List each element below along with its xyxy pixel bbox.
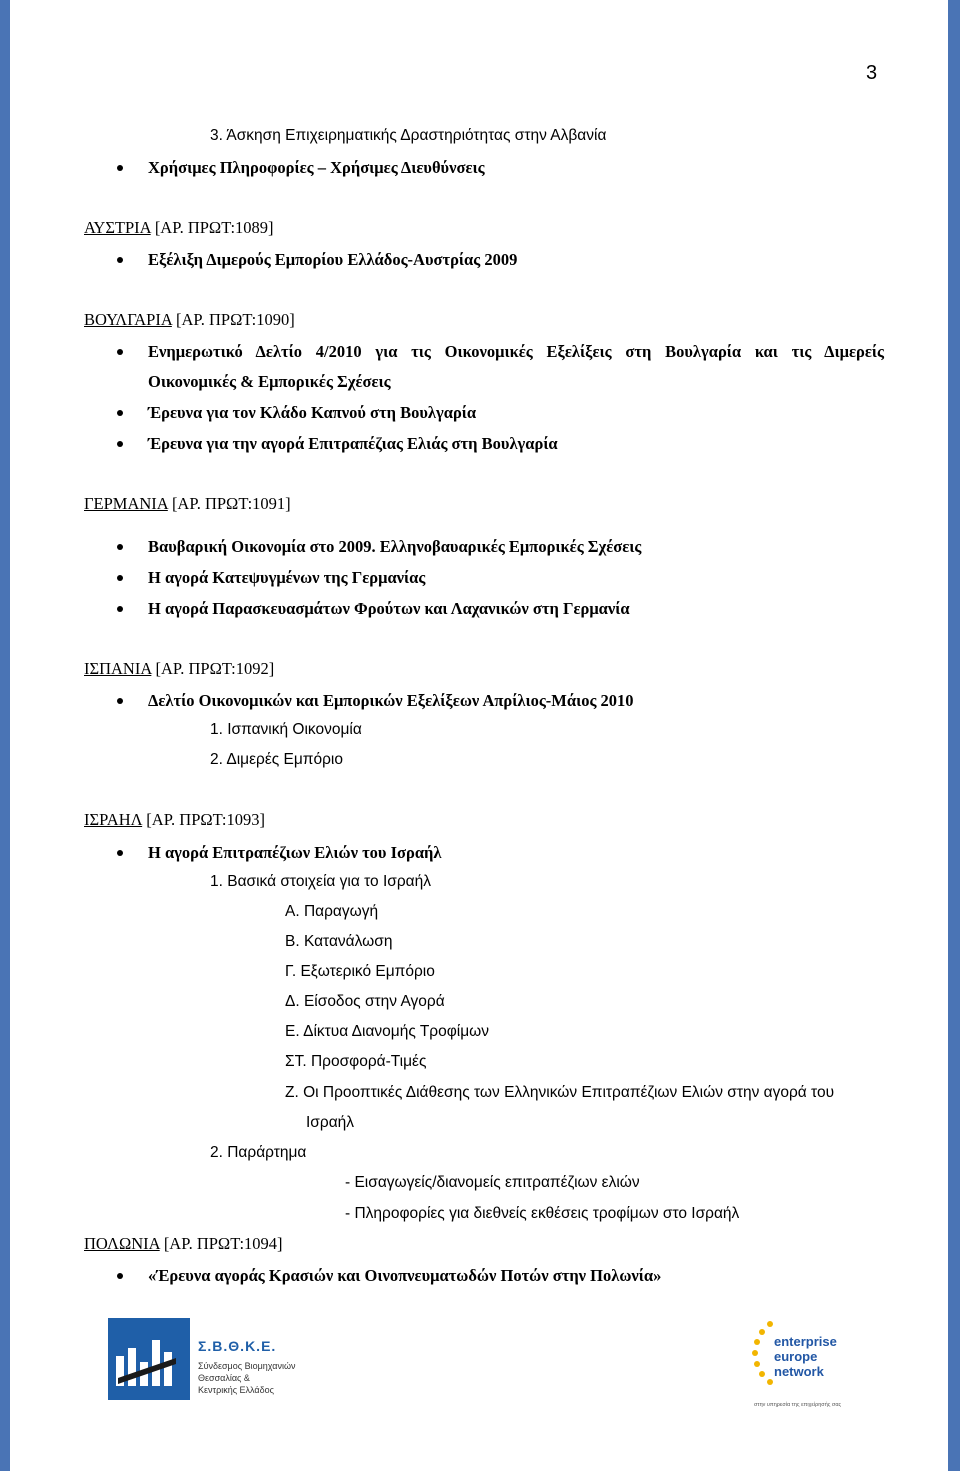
list-item: Έρευνα για τον Κλάδο Καπνού στη Βουλγαρία [148, 403, 477, 422]
een-wordmark [774, 1334, 837, 1379]
list-item-continuation: Οικονομικές & Εμπορικές Σχέσεις [148, 372, 391, 391]
bullet-icon [117, 1273, 123, 1279]
list-item: Δελτίο Οικονομικών και Εμπορικών Εξελίξεων Απρίλιος-Μάιος 2010 [148, 691, 634, 710]
sub-sub-item: ΣΤ. Προσφορά-Τιμές [285, 1053, 427, 1070]
bullet-icon [117, 257, 123, 263]
bullet-icon [117, 698, 123, 704]
list-item: Η αγορά Επιτραπέζιων Ελιών του Ισραήλ [148, 843, 442, 862]
sbvke-mark-icon [108, 1318, 190, 1400]
bullet-icon [117, 441, 123, 447]
sub-item: 2. Διμερές Εμπόριο [210, 751, 343, 768]
sub-sub-item: Ζ. Οι Προοπτικές Διάθεσης των Ελληνικών Επιτραπέζιων Ελιών στην αγορά του [285, 1084, 835, 1101]
left-border-bar [0, 0, 10, 1471]
sub-sub-item-continuation: Ισραήλ [306, 1114, 355, 1131]
list-item: Βαυβαρική Οικονομία στο 2009. Ελληνοβαυαρικές Εμπορικές Σχέσεις [148, 537, 642, 556]
list-item: Ενημερωτικό Δελτίο 4/2010 για τις Οικονομικές Εξελίξεις στη Βουλγαρία και τις Διμερείς [148, 342, 884, 361]
sbvke-subtitle-line: Κεντρικής Ελλάδος [198, 1385, 274, 1395]
sub-item: 1. Βασικά στοιχεία για το Ισραήλ [210, 873, 431, 890]
sub-item: 1. Ισπανική Οικονομία [210, 721, 362, 738]
list-item: Έρευνα για την αγορά Επιτραπέζιας Ελιάς στη Βουλγαρία [148, 434, 558, 453]
sbvke-logo [108, 1318, 318, 1400]
section-heading-spain: ΙΣΠΑΝΙΑ [ΑΡ. ΠΡΩΤ:1092] [84, 659, 275, 678]
bullet-icon [117, 544, 123, 550]
list-item: «Έρευνα αγοράς Κρασιών και Οινοπνευματωδών Ποτών στην Πολωνία» [148, 1266, 662, 1285]
section-heading-bulgaria: ΒΟΥΛΓΑΡΙΑ [ΑΡ. ΠΡΩΤ:1090] [84, 310, 295, 329]
sbvke-subtitle [198, 1360, 296, 1396]
een-wordmark-line: enterprise [774, 1334, 837, 1349]
section-heading-germany: ΓΕΡΜΑΝΙΑ [ΑΡ. ΠΡΩΤ:1091] [84, 494, 291, 513]
section-heading-poland: ΠΟΛΩΝΙΑ [ΑΡ. ΠΡΩΤ:1094] [84, 1234, 283, 1253]
right-border-bar [948, 0, 960, 1471]
sub-sub-item: Δ. Είσοδος στην Αγορά [285, 993, 445, 1010]
toc-item-albania: 3. Άσκηση Επιχειρηματικής Δραστηριότητας στην Αλβανία [210, 127, 607, 144]
list-item: Εξέλιξη Διμερούς Εμπορίου Ελλάδος-Αυστρίας 2009 [148, 250, 518, 269]
toc-item-useful-info: Χρήσιμες Πληροφορίες – Χρήσιμες Διευθύνσεις [148, 158, 485, 177]
een-wordmark-line: europe [774, 1349, 818, 1364]
sbvke-subtitle-line: Σύνδεσμος Βιομηχανιών [198, 1361, 296, 1371]
enterprise-europe-network-logo [752, 1318, 852, 1413]
bullet-icon [117, 606, 123, 612]
sub-sub-item: Α. Παραγωγή [285, 903, 379, 920]
bullet-icon [117, 165, 123, 171]
page-number: 3 [866, 62, 878, 84]
sub-item: 2. Παράρτημα [210, 1144, 307, 1161]
bullet-icon [117, 850, 123, 856]
een-tagline: στην υπηρεσία της επιχείρησής σας [754, 1402, 842, 1408]
list-item: Η αγορά Κατεψυγμένων της Γερμανίας [148, 568, 426, 587]
dash-item: - Εισαγωγείς/διανομείς επιτραπέζιων ελιών [345, 1174, 640, 1191]
bullet-icon [117, 349, 123, 355]
sub-sub-item: Γ. Εξωτερικό Εμπόριο [285, 963, 435, 980]
sub-sub-item: Ε. Δίκτυα Διανομής Τροφίμων [285, 1023, 490, 1040]
bullet-icon [117, 575, 123, 581]
een-wordmark-line: network [774, 1364, 824, 1379]
section-heading-israel: ΙΣΡΑΗΛ [ΑΡ. ΠΡΩΤ:1093] [84, 810, 266, 829]
list-item: Η αγορά Παρασκευασμάτων Φρούτων και Λαχανικών στη Γερμανία [148, 599, 630, 618]
dash-item: - Πληροφορίες για διεθνείς εκθέσεις τροφίμων στο Ισραήλ [345, 1205, 740, 1222]
sbvke-subtitle-line: Θεσσαλίας & [198, 1373, 250, 1383]
sub-sub-item: Β. Κατανάλωση [285, 933, 393, 950]
sbvke-title: Σ.Β.Θ.Κ.Ε. [198, 1338, 277, 1354]
bullet-icon [117, 410, 123, 416]
section-heading-austria: ΑΥΣΤΡΙΑ [ΑΡ. ΠΡΩΤ:1089] [84, 218, 274, 237]
